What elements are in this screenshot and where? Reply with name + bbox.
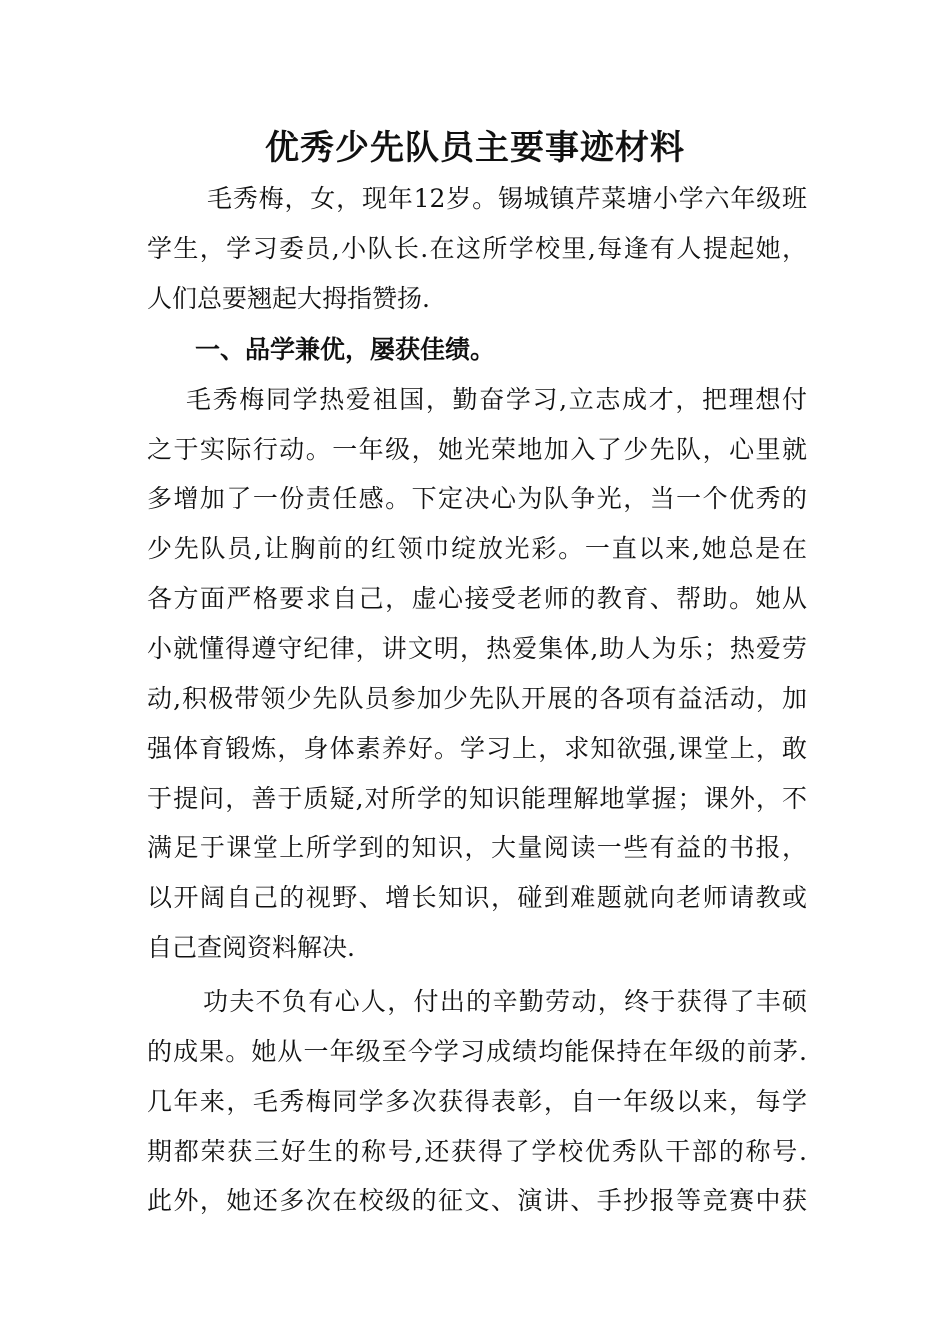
paragraph-1-line-12: 自己查阅资料解决. [147, 933, 355, 962]
paragraph-2-line-2: 的成果。她从一年级至今学习成绩均能保持在年级的前茅. [147, 1037, 807, 1066]
paragraph-2-line-1: 功夫不负有心人，付出的辛勤劳动，终于获得了丰硕 [203, 987, 807, 1016]
paragraph-2-line-4: 期都荣获三好生的称号,还获得了学校优秀队干部的称号. [147, 1137, 807, 1166]
paragraph-1-line-7: 动,积极带领少先队员参加少先队开展的各项有益活动，加 [147, 684, 807, 713]
intro-line-2: 学生，学习委员,小队长.在这所学校里,每逢有人提起她， [147, 234, 807, 263]
paragraph-1-line-10: 满足于课堂上所学到的知识，大量阅读一些有益的书报， [147, 833, 807, 862]
paragraph-1-line-9: 于提问，善于质疑,对所学的知识能理解地掌握；课外，不 [147, 784, 807, 813]
section-heading-1: 一、品学兼优，屡获佳绩。 [195, 335, 496, 364]
paragraph-1-line-3: 多增加了一份责任感。下定决心为队争光，当一个优秀的 [147, 484, 807, 513]
paragraph-1-line-8: 强体育锻炼，身体素养好。学习上，求知欲强,课堂上，敢 [147, 734, 807, 763]
intro-line-1: 毛秀梅，女，现年12岁。锡城镇芹菜塘小学六年级班 [207, 184, 807, 213]
paragraph-2-line-5: 此外，她还多次在校级的征文、演讲、手抄报等竞赛中获 [147, 1186, 807, 1215]
paragraph-1-line-11: 以开阔自己的视野、增长知识，碰到难题就向老师请教或 [147, 883, 807, 912]
document-title: 优秀少先队员主要事迹材料 [265, 128, 685, 168]
intro-line-3: 人们总要翘起大拇指赞扬. [147, 284, 430, 313]
paragraph-1-line-4: 少先队员,让胸前的红领巾绽放光彩。一直以来,她总是在 [147, 534, 807, 563]
paragraph-1-line-6: 小就懂得遵守纪律，讲文明，热爱集体,助人为乐；热爱劳 [147, 634, 807, 663]
paragraph-2-line-3: 几年来，毛秀梅同学多次获得表彰，自一年级以来，每学 [147, 1087, 807, 1116]
paragraph-1-line-5: 各方面严格要求自己，虚心接受老师的教育、帮助。她从 [147, 584, 807, 613]
paragraph-1-line-1: 毛秀梅同学热爱祖国，勤奋学习,立志成才，把理想付 [186, 385, 807, 414]
paragraph-1-line-2: 之于实际行动。一年级，她光荣地加入了少先队，心里就 [147, 435, 807, 464]
